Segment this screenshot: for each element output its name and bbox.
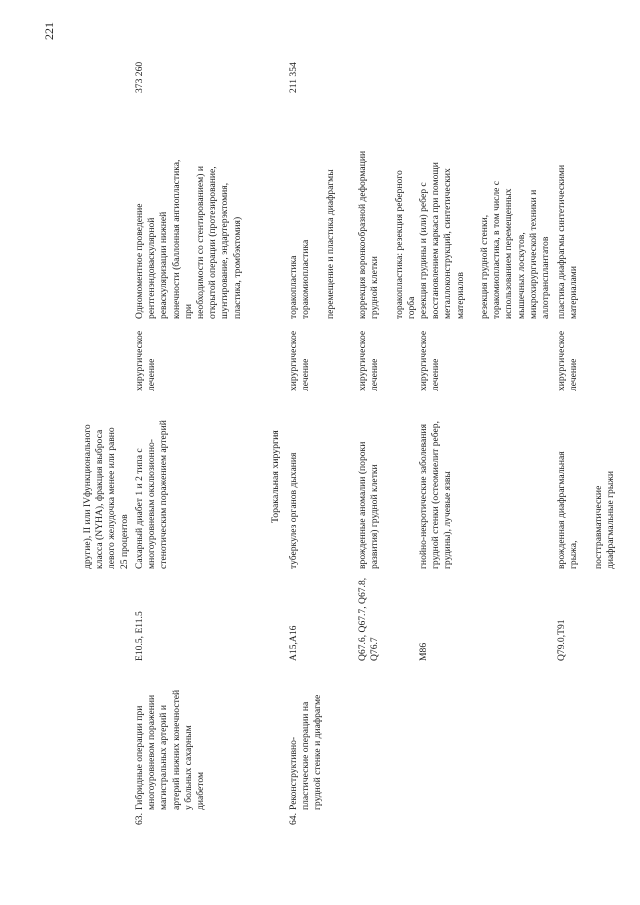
text-line: открытой операции (протезирование, [207,166,219,319]
text-line: торакомиопластика [300,239,312,319]
sub-1-disease [288,453,300,569]
text-line: шунтирование, эндартерэктомия, [219,182,231,319]
text-line: хирургическое [134,330,145,391]
text-line: Реконструктивно- [288,736,299,810]
text-line: 25 процентов [118,514,130,569]
text-line: врожденная диафрагмальная [556,451,567,569]
text-line: у больных сахарным [182,725,194,810]
row-64-cost: 211 354 [288,62,299,93]
text-line: использованием перемещенных [503,188,515,319]
sub-3-treatment [418,331,442,391]
text-line: M86 [418,642,429,661]
text-line: другие), II или IVфункционального [82,424,93,569]
text-line: Q67.6, Q67.7, Q67.8, [357,577,368,661]
row-64-name [288,695,325,810]
text-line: торакопластика [288,255,299,319]
text-line: горба [405,296,417,319]
text-line: Q79.0,T91 [556,619,567,661]
sub-2-codes [357,578,381,661]
text-line: грудной стенке и диафрагме [312,694,324,810]
text-line: грудной стенки (остеомиелит ребер, [430,421,442,569]
page-number: 221 [42,22,56,40]
text-line: конечности (баллонная ангиопластика, [170,159,182,319]
text-line: восстановлением каркаса при помощи [430,162,442,319]
text-line [312,169,324,319]
sub-4-disease [556,451,617,569]
text-line: аллотрансплантатов [540,236,552,319]
sub-3-codes [418,643,430,661]
text-line: лечение [146,358,158,391]
sub-3-disease [418,421,455,569]
row-63-number: 63. [134,813,145,825]
text-line: Гибридные операции при [134,705,145,810]
text-line: при [182,303,194,319]
text-line: перемещение и пластика диафрагмы [324,169,336,319]
text-line: резекция грудины и (или) ребер с [418,182,429,319]
sub-3-method [418,162,552,319]
text-line: рентгенэндоваскулярной [146,217,158,319]
text-line: туберкулез органов дыхания [288,452,299,569]
sub-2-treatment [357,331,381,391]
text-line: развития) грудной клетки [369,464,381,569]
sub-4-codes [556,619,568,661]
text-line: магистральных артерий и [158,705,170,810]
sub-1-method [288,169,337,319]
sub-1-treatment [288,331,312,391]
text-line: лечение [300,358,312,391]
text-line: Сахарный диабет 1 и 2 типа с [134,448,145,569]
text-line: хирургическое [418,330,429,391]
sub-2-method [357,151,418,319]
text-line [381,151,393,319]
text-line: артерий нижних конечностей [170,689,182,810]
row-63-name [134,690,207,810]
text-line: хирургическое [357,330,368,391]
text-line: диафрагмальные грыжи [604,470,616,569]
text-line: E10.5, E11.5 [134,611,145,661]
text-line: гнойно-некротические заболевания [418,424,429,569]
row-63-method [134,160,244,319]
text-line: материалов [454,272,466,319]
row-63-codes [134,611,146,661]
row-64-number: 64. [288,813,299,825]
text-line [467,162,479,319]
text-line: хирургическое [556,330,567,391]
text-line: врожденные аномалии (пороки [357,441,368,569]
text-line: левого желудочка менее или равно [106,427,118,569]
row-63-cost: 373 260 [134,61,145,93]
row-63-treatment [134,331,158,391]
text-line: лечение [369,358,381,391]
text-line: многоуровневым окклюзионно- [146,439,158,569]
text-line: мышечных лоскутов, [515,232,527,319]
text-line: Одномоментное проведение [134,203,145,319]
text-line: пластика, тромбэктомия) [231,216,243,319]
text-line: грыжа, [568,540,580,569]
text-line: пластика диафрагмы синтетическими [556,164,567,319]
text-line: лечение [430,358,442,391]
text-line [580,451,592,569]
row-63-disease [134,420,171,569]
sub-4-method [556,165,580,319]
text-line: реваскуляризации нижней [158,211,170,319]
text-line: микрохирургической техники и [527,189,539,319]
text-line: посттравматические [592,485,604,569]
text-line: класса (NYHA), фракция выброса [94,429,106,569]
text-line: пластические операции на [300,701,312,810]
text-line: лечение [568,358,580,391]
text-line: грудной клетки [369,256,381,319]
text-line: Q76.7 [369,637,381,661]
text-line: торакомиопластика, в том числе с [491,180,503,319]
sub-4-treatment [556,331,580,391]
text-line: резекция грудной стенки, [479,214,491,319]
text-line: многоуровневом поражении [146,694,158,810]
text-line: коррекция воронкообразной деформации [357,150,368,319]
text-line: необходимости со стентированием) и [195,166,207,319]
text-line: металлоконструкций, синтетических [442,168,454,319]
text-line: торакопластика: резекция реберного [393,170,405,319]
text-line: A15,A16 [288,625,299,661]
text-line: грудины), лучевые язвы [442,471,454,569]
text-line: стенотическим поражением артерий [158,420,170,569]
prev-row-continuation [82,424,131,569]
text-line: диабетом [195,771,207,810]
text-line: хирургическое [288,330,299,391]
section-title: Торакальная хирургия [270,430,281,523]
sub-1-codes [288,626,300,661]
sub-2-disease [357,442,381,569]
text-line: материалами [568,266,580,319]
